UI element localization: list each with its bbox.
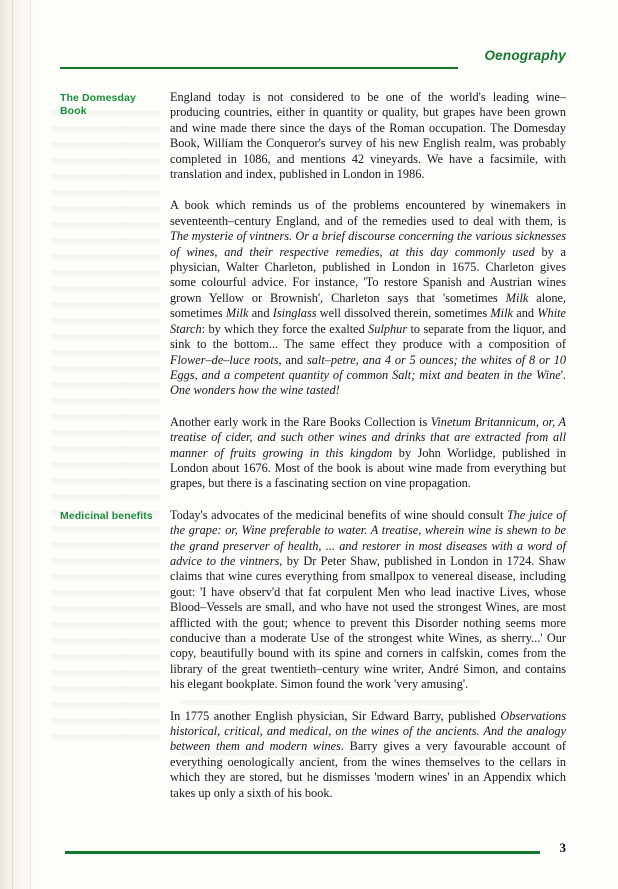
paragraph-juice-of-the-grape: Today's advocates of the medicinal benefits of wine should consult The juice of the grape: or, Wine preferable to water. A treatise, wherein wine is shewn to be the grand preserver of health, ... and restorer in most diseases with a word of advice to the vintners, by Dr Peter Shaw, published in London in 1724. Shaw claims that wine cures everything from smallpox to venereal disease, including gout: 'I have observ'd that fat corpulent Men who lead inactive Lives, whose Blood–Vessels are small, and who have not used the strongest Wines, are most afflicted with the gout; whence to prevent this Disorder nothing seems more conducive than a moderate Use of the strongest white Wines, as sherry...' Our copy, beautifully bound with its spine and corners in calfskin, comes from the library of the great twentieth–century wine writer, André Simon, and contains his elegant bookplate. Simon found the work 'very amusing'. (170, 507, 567, 692)
page-header (60, 48, 566, 78)
page-number: 3 (559, 840, 566, 855)
paragraph-domesday-intro: England today is not considered to be one of the world's leading wine–producing countries, either in quantity or quality, but grapes have been grown and wine made there since the days of the Roman occupation. The Domesday Book, William the Conqueror's survey of his new English realm, was probably completed in 1086, and mentions 42 vineyards. We have a facsimile, with translation and index, published in London in 1986. (170, 90, 566, 182)
page-footer (65, 840, 566, 868)
page-body (60, 90, 566, 801)
paragraph-vinetum-britannicum: Another early work in the Rare Books Collection is Vinetum Britannicum, or, A treatise of cider, and such other wines and drinks that are extracted from all manner of fruits growing in this kingdom by John Worlidge, published in London about 1676. Most of the book is about wine made from everything but grapes, but there is a fascinating section on vine propagation. (170, 414, 566, 491)
paragraph-mysterie-of-vintners: A book which reminds us of the problems encountered by winemakers in seventeenth–century England, and of the remedies used to deal with them, is The mysterie of vintners. Or a brief discourse concerning the various sicknesses of wines, and their respective remedies, at this day commonly used by a physician, Walter Charleton, published in London in 1675. Charleton gives some colourful advice. For instance, 'To restore Spanish and Austrian wines grown Yellow or Brownish', Charleton says that 'sometimes Milk alone, sometimes Milk and Isinglass well dissolved therein, sometimes Milk and White Starch: by which they force the exalted Sulphur to separate from the liquor, and sink to the bottom... The same effect they produce with a composition of Flower–de–luce roots, and salt–petre, ana 4 or 5 ounces; the whites of 8 or 10 Eggs, and a competent quantity of common Salt; mixt and beaten in the Wine'. One wonders how the wine tasted! (170, 198, 567, 398)
paragraph-edward-barry: In 1775 another English physician, Sir Edward Barry, published Observations historical, critical, and medical, on the wines of the ancients. And the analogy between them and modern wines. Barry gives a very favourable account of everything oenologically ancient, from the wines themselves to the cellars in which they are stored, but he dismisses 'modern wines' in an Appendix which takes up only a sixth of his book. (170, 708, 566, 800)
section-medicinal-benefits (60, 508, 566, 801)
body-column-domesday (170, 90, 566, 492)
section-the-domesday-book (60, 90, 566, 492)
section-heading-medicinal: Medicinal benefits (60, 509, 153, 522)
section-heading-domesday: The Domesday Book (60, 92, 136, 117)
header-title: Oenography (484, 48, 566, 63)
body-column-medicinal (170, 508, 566, 801)
header-rule (60, 67, 458, 69)
footer-rule (65, 851, 540, 854)
